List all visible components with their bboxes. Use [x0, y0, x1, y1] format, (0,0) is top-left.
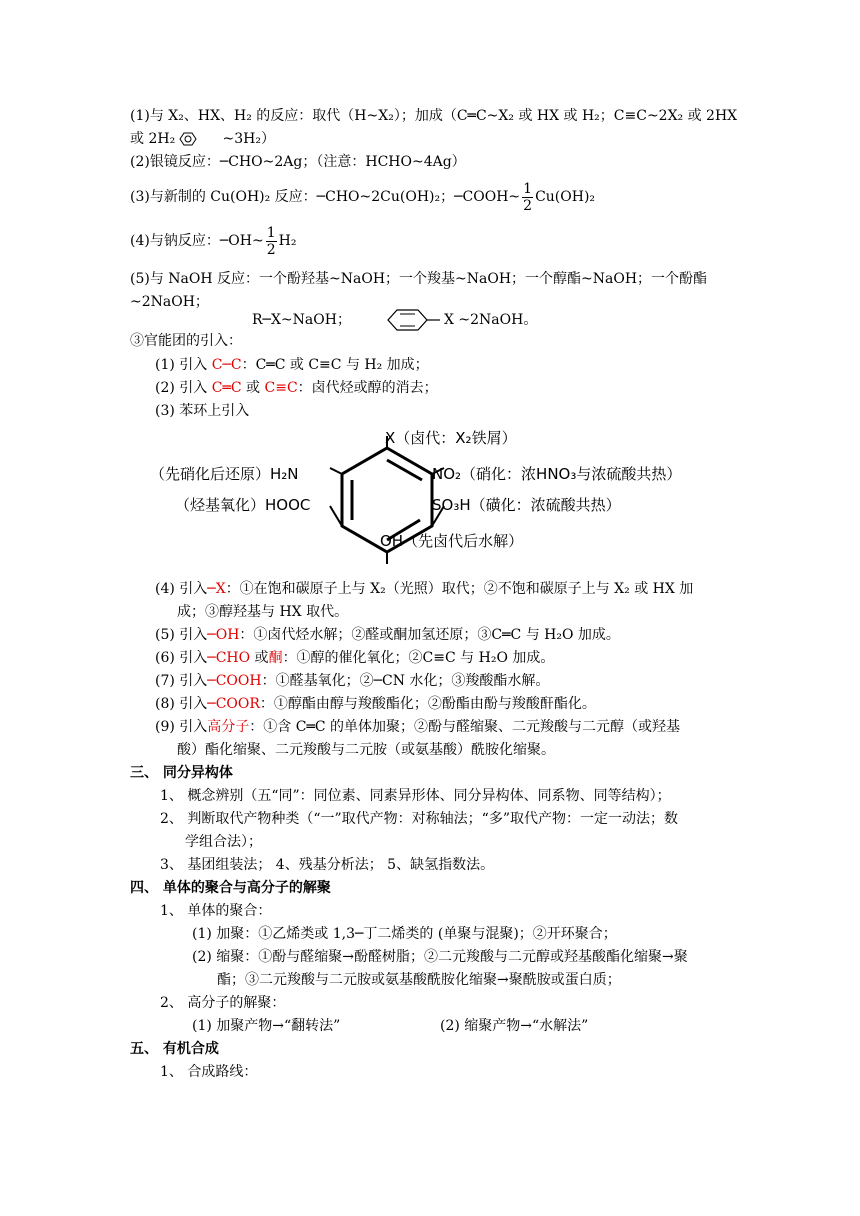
i4-red: ─X [207, 581, 226, 597]
text-2h2: 或 2H₂ [130, 131, 176, 147]
i7-pre: (7) 引入 [155, 673, 208, 689]
item-1 [155, 356, 429, 374]
item-8 [155, 695, 596, 713]
line-cuoh2 [130, 176, 595, 218]
diag-top: X（卤代：X₂铁屑） [385, 429, 517, 447]
diag-bottom: OH（先卤代后水解） [380, 532, 524, 550]
heading-isomers: 三、 同分异构体 [130, 765, 233, 781]
item-6 [155, 649, 554, 667]
isomers-2: 2、 判断取代产物种类（“一”取代产物：对称轴法；“多”取代产物：一定一动法；数 [160, 811, 678, 827]
i6-red1: ─CHO [207, 650, 251, 666]
i5-red: ─OH [207, 627, 240, 643]
polymer-1: 1、 单体的聚合： [160, 903, 272, 919]
i6-pre: (6) 引入 [155, 650, 208, 666]
item-4 [155, 580, 693, 598]
frac-den: 2 [523, 197, 533, 214]
text-sodium-b: H₂ [278, 233, 297, 249]
benzene-small-icon [180, 132, 196, 146]
heading-synthesis: 五、 有机合成 [130, 1041, 219, 1057]
i2-post: ：卤代烃或醇的消去； [297, 380, 438, 396]
line-rx-naoh: R─X~NaOH； [252, 312, 351, 328]
i5-pre: (5) 引入 [155, 627, 208, 643]
polymer-2b: (2) 缩聚产物→“水解法” [440, 1018, 589, 1034]
item-5 [155, 626, 620, 644]
line-phx-naoh: X ~2NaOH。 [444, 312, 538, 328]
i2-red2: C≡C [264, 380, 298, 396]
i8-red: ─COOR [207, 696, 260, 712]
text-cuoh2-b: Cu(OH)₂ [535, 189, 596, 205]
diag-right1: NO₂（硝化：浓HNO₃与浓硫酸共热） [432, 465, 682, 483]
frac-num-2: 1 [266, 224, 276, 241]
i8-post: ：①醇酯由醇与羧酸酯化；②酚酯由酚与羧酸酐酯化。 [259, 696, 596, 712]
fraction-half [522, 181, 533, 214]
i4-post: ：①在饱和碳原子上与 X₂（光照）取代；②不饱和碳原子上与 X₂ 或 HX 加 [225, 581, 694, 597]
text-3h2: ~3H₂） [222, 131, 276, 147]
isomers-1: 1、 概念辨别（五“同”：同位素、同素异形体、同分异构体、同系物、同等结构）； [160, 788, 671, 804]
section-functional-groups: ③官能团的引入： [130, 333, 242, 349]
i2-mid: 或 [241, 380, 265, 396]
isomers-2-cont: 学组合法）； [185, 834, 262, 850]
i1-pre: (1) 引入 [155, 357, 212, 373]
item-9 [155, 718, 680, 736]
polymer-1b: (2) 缩聚：①酚与醛缩聚→酚醛树脂；②二元羧酸与二元醇或羟基酸酯化缩聚→聚 [192, 949, 688, 965]
polymer-1b-cont: 酯；③二元羧酸与二元胺或氨基酸酰胺化缩聚→聚酰胺或蛋白质； [217, 972, 621, 988]
polymer-1a: (1) 加聚：①乙烯类或 1,3─丁二烯类的 (单聚与混聚)；②开环聚合； [192, 926, 617, 942]
line-sodium [130, 220, 296, 262]
line-naoh: (5)与 NaOH 反应：一个酚羟基~NaOH；一个羧基~NaOH；一个醇酯~NaOH；一个酚酯 [130, 271, 708, 287]
i9-post: ：①含 C═C 的单体加聚；②酚与醛缩聚、二元羧酸与二元醇（或羟基 [249, 719, 681, 735]
frac-num: 1 [523, 180, 533, 197]
line-reactions-x2-cont [130, 130, 275, 148]
i2-pre: (2) 引入 [155, 380, 212, 396]
i1-post: ：C═C 或 C≡C 与 H₂ 加成； [241, 357, 429, 373]
synthesis-1: 1、 合成路线： [160, 1064, 258, 1080]
i8-pre: (8) 引入 [155, 696, 208, 712]
i6-red2: 酮 [268, 650, 283, 666]
i4-pre: (4) 引入 [155, 581, 208, 597]
item-2 [155, 379, 438, 397]
i7-post: ：①醛基氧化；②─CN 水化；③羧酸酯水解。 [261, 673, 550, 689]
i5-post: ：①卤代烃水解；②醛或酮加氢还原；③C═C 与 H₂O 加成。 [239, 627, 620, 643]
i6-post: ：①醇的催化氧化；②C≡C 与 H₂O 加成。 [282, 650, 555, 666]
i9-pre: (9) 引入 [155, 719, 208, 735]
polymer-2: 2、 高分子的解聚： [160, 995, 286, 1011]
i2-red1: C═C [211, 380, 242, 396]
text-cuoh2-a: (3)与新制的 Cu(OH)₂ 反应：─CHO~2Cu(OH)₂；─COOH~ [130, 189, 521, 205]
isomers-3: 3、 基团组装法； 4、残基分析法； 5、缺氢指数法。 [160, 857, 495, 873]
diag-left1: （先硝化后还原）H₂N [150, 465, 299, 483]
i1-red: C─C [211, 357, 242, 373]
i7-red: ─COOH [207, 673, 262, 689]
polymer-2a: (1) 加聚产物→“翻转法” [192, 1018, 341, 1034]
frac-den-2: 2 [266, 241, 276, 258]
line-naoh-cont: ~2NaOH； [130, 294, 209, 310]
item-3: (3) 苯环上引入 [155, 403, 250, 419]
diag-right2: SO₃H（磺化：浓硫酸共热） [432, 496, 621, 514]
item-7 [155, 672, 549, 690]
line-reactions-x2: (1)与 X₂、HX、H₂ 的反应：取代（H~X₂）；加成（C═C~X₂ 或 HX 或 H₂；C≡C~2X₂ 或 2HX [130, 108, 738, 124]
item-9-cont: 酸）酯化缩聚、二元羧酸与二元胺（或氨基酸）酰胺化缩聚。 [177, 742, 555, 758]
i6-mid: 或 [250, 650, 269, 666]
item-4-cont: 成；③醇羟基与 HX 取代。 [177, 604, 349, 620]
fraction-half-2 [266, 225, 277, 258]
text-sodium-a: (4)与钠反应：─OH~ [130, 233, 264, 249]
heading-polymer: 四、 单体的聚合与高分子的解聚 [130, 880, 331, 896]
diag-left2: （烃基氧化）HOOC [175, 496, 311, 514]
benzene-x-icon [388, 309, 440, 331]
i9-red: 高分子 [207, 719, 250, 735]
line-silver-mirror: (2)银镜反应：─CHO~2Ag；（注意：HCHO~4Ag） [130, 154, 466, 170]
